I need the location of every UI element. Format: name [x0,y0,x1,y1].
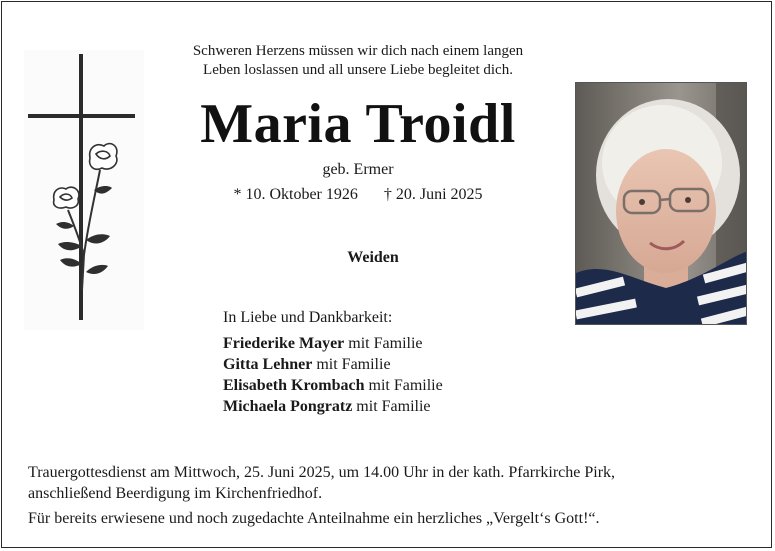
quote-line-1: Schweren Herzens müssen wir dich nach einem langen [192,43,524,59]
mourner-name: Michaela Pongratz [223,398,353,415]
memorial-quote [148,42,568,80]
birth-name: geb. Ermer [322,161,394,178]
mourner-row [223,396,443,417]
service-line-1: Trauergottesdienst am Mittwoch, 25. Juni 2025, um 14.00 Uhr in der kath. Pfarrkirche Pirk, [28,464,616,481]
service-line-2: anschließend Beerdigung im Kirchenfriedhof. [28,485,323,502]
mourner-suffix: mit Familie [356,398,431,415]
mourner-suffix: mit Familie [368,377,443,394]
mourner-name: Elisabeth Krombach [223,377,365,394]
quote-line-2: Leben loslassen und all unsere Liebe begleitet dich. [203,62,513,78]
mourner-name: Friederike Mayer [223,335,345,352]
mourner-row [223,333,443,354]
place-of-residence: Weiden [347,249,399,266]
service-details [28,462,758,529]
cross-with-roses-icon [24,50,144,330]
thanks-line: Für bereits erwiesene und noch zugedachte Anteilnahme ein herzliches „Vergelt‘s Gott!“. [28,510,600,527]
mourner-row [223,375,443,396]
death-date: † 20. Juni 2025 [383,186,483,203]
mourner-name: Gitta Lehner [223,356,313,373]
mourner-row [223,354,443,375]
mourners-intro: In Liebe und Dankbarkeit: [223,309,393,326]
birth-date: * 10. Oktober 1926 [233,186,358,203]
mourner-suffix: mit Familie [316,356,391,373]
life-dates [148,186,568,204]
portrait-photo [575,82,747,325]
mourners-list [223,307,443,417]
deceased-name: Maria Troidl [200,93,516,155]
mourner-suffix: mit Familie [348,335,423,352]
